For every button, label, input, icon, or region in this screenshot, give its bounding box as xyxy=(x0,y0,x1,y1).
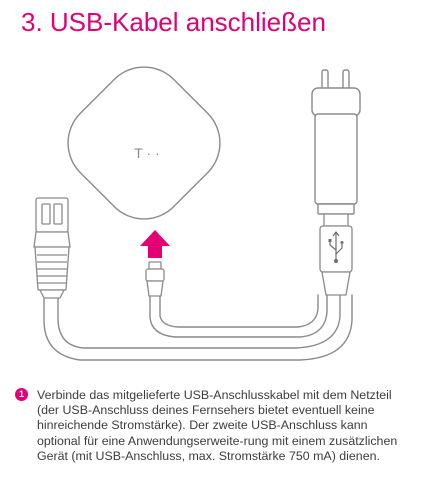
telekom-logo: T · · xyxy=(134,145,160,161)
usb-port xyxy=(318,204,354,214)
instruction-step xyxy=(18,388,407,464)
plug-pin-left xyxy=(322,70,328,90)
hub-device xyxy=(51,50,238,236)
usb-a-plug xyxy=(34,198,70,298)
connection-illustration xyxy=(0,50,441,370)
instruction-text: Verbinde das mitgelieferte USB-Anschlusskabel mit dem Netzteil (der USB-Anschluss deines Fernsehers bietet eventuell keine hinreichende Stromstärke). Der zweite USB-Anschluss kann optional für eine Anwendungserweite-rung mit einem zusätzlichen Gerät (mit USB-Anschluss, max. Stromstärke 750 mA) dienen. xyxy=(37,388,398,463)
step-number-badge: 1 xyxy=(15,388,28,401)
adapter-usb-plug xyxy=(320,214,352,295)
plug-pin-right xyxy=(343,70,349,90)
micro-usb-plug xyxy=(146,262,164,296)
hub-body xyxy=(51,50,238,236)
power-adapter xyxy=(312,70,360,214)
insertion-arrow-icon xyxy=(140,230,170,258)
plug-head xyxy=(312,88,360,116)
page-title: 3. USB-Kabel anschließen xyxy=(21,7,326,37)
usb-cable xyxy=(44,293,352,360)
adapter-body xyxy=(315,114,357,204)
